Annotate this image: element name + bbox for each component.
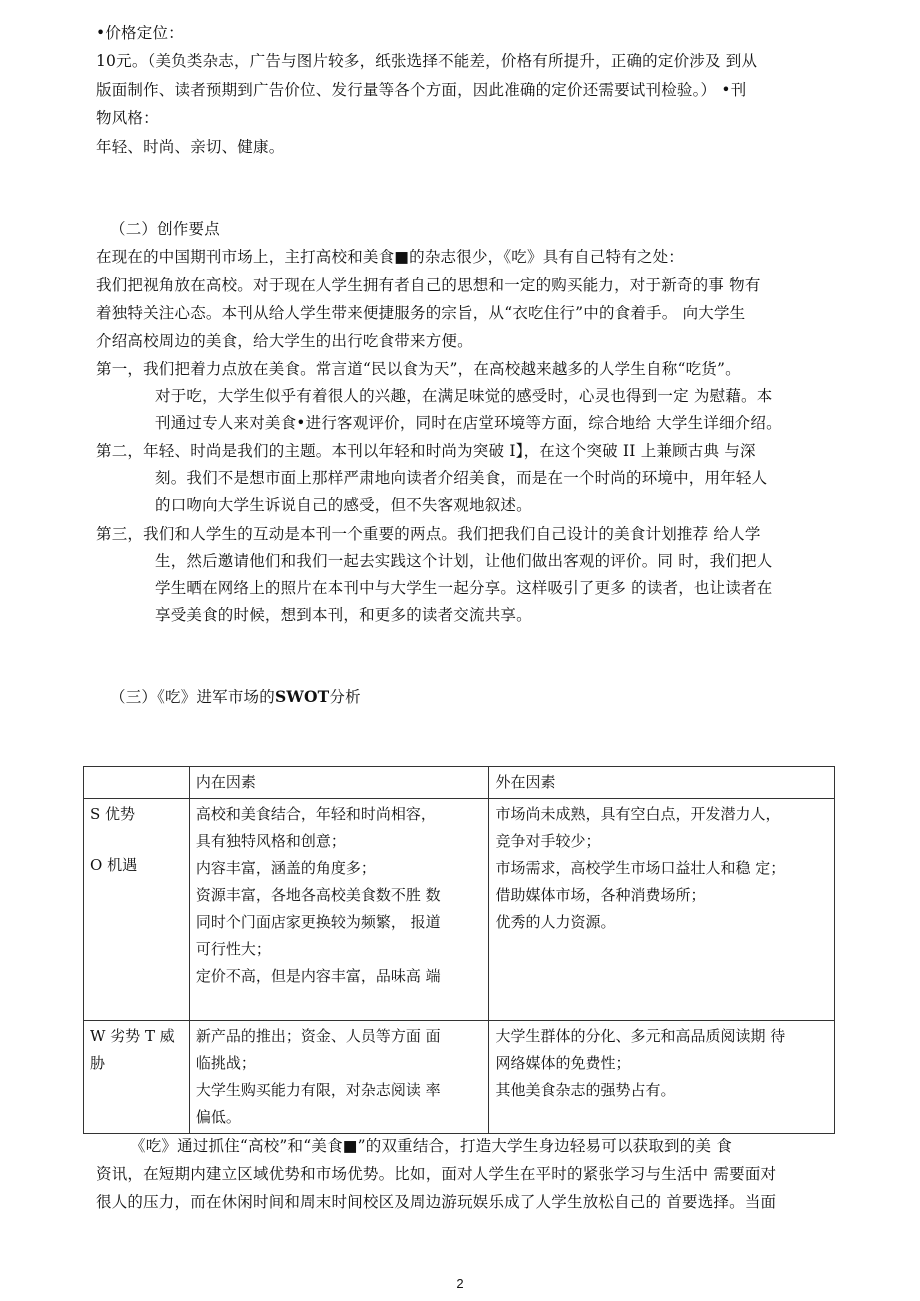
closing-line-3: 很人的压力，而在休闲时间和周末时间校区及周边游玩娱乐成了人学生放松自己的 首要选择。当面 — [96, 1193, 777, 1211]
point-third-line-4: 享受美食的时候，想到本刊，和更多的读者交流共享。 — [155, 606, 532, 624]
cell-line: 市场需求，高校学生市场口益壮人和稳 定； — [495, 859, 786, 877]
swot-row-so-internal — [189, 799, 489, 1021]
section2-heading: （二）创作要点 — [110, 220, 220, 238]
point-second-line-2: 刻。我们不是想市面上那样严肃地向读者介绍美食，而是在一个时尚的环境中，用年轻人 — [155, 469, 768, 487]
cell-line: 高校和美食结合，年轻和时尚相容， — [195, 805, 436, 823]
point-second-line-1: 第二，年轻、时尚是我们的主题。本刊以年轻和时尚为突破 I】，在这个突破 II 上兼顾古典 与深 — [96, 442, 756, 460]
style-heading: 物风格： — [96, 109, 159, 127]
swot-row-wt — [84, 1021, 835, 1134]
cell-line: 可行性大； — [195, 940, 271, 958]
label-weakness-threat-cont: 胁 — [90, 1054, 106, 1072]
cell-line: 偏低。 — [195, 1108, 241, 1126]
point-third-line-2: 生，然后邀请他们和我们一起去实践这个计划，让他们做出客观的评价。同 时，我们把人 — [155, 552, 773, 570]
swot-row-so-label — [84, 799, 190, 1021]
swot-row-so — [84, 799, 835, 1021]
section2-paragraph-1: 在现在的中国期刊市场上，主打高校和美食■的杂志很少，《吃》具有自己特有之处： — [96, 248, 684, 266]
point-second-line-3: 的口吻向大学生诉说自己的感受，但不失客观地叙述。 — [155, 496, 532, 514]
cell-line: 其他美食杂志的强势占有。 — [495, 1081, 676, 1099]
swot-row-so-external — [489, 799, 835, 1021]
swot-row-wt-internal — [189, 1021, 489, 1134]
cell-line: 网络媒体的免费性； — [495, 1054, 631, 1072]
section3-heading — [110, 686, 361, 708]
price-heading: •价格定位： — [96, 24, 184, 42]
cell-line: 大学生群体的分化、多元和高品质阅读期 待 — [495, 1027, 786, 1045]
label-strength: S 优势 — [90, 805, 136, 823]
cell-line: 优秀的人力资源。 — [495, 913, 616, 931]
swot-row-wt-label — [84, 1021, 190, 1134]
closing-line-2: 资讯，在短期内建立区域优势和市场优势。比如，面对人学生在平时的紧张学习与生活中 需要面对 — [96, 1165, 777, 1183]
cell-line: 借助媒体市场，各种消费场所； — [495, 886, 706, 904]
section3-heading-prefix: （三）《吃》进军市场的 — [110, 688, 275, 706]
swot-table — [83, 766, 835, 1134]
style-value: 年轻、时尚、亲切、健康。 — [96, 138, 285, 156]
swot-corner-cell — [84, 767, 190, 799]
point-third-line-1: 第三，我们和人学生的互动是本刊一个重要的两点。我们把我们自己设计的美食计划推荐 给人学 — [96, 525, 761, 543]
closing-line-1: 《吃》通过抓住“高校”和“美食■”的双重结合，打造大学生身边轻易可以获取到的美 食 — [130, 1137, 732, 1155]
swot-header-external: 外在因素 — [489, 767, 835, 799]
swot-header-internal: 内在因素 — [189, 767, 489, 799]
section3-heading-suffix: 分析 — [329, 688, 361, 706]
cell-line: 具有独特风格和创意； — [195, 832, 346, 850]
point-first-line-3: 刊通过专人来对美食•进行客观评价，同时在店堂环境等方面，综合地给 大学生详细介绍。 — [155, 414, 782, 432]
point-first-line-2: 对于吃，大学生似乎有着很人的兴趣，在满足味觉的感受时，心灵也得到一定 为慰藉。本 — [155, 387, 773, 405]
swot-header-row — [84, 767, 835, 799]
price-line-1: 10元。（美负类杂志，广告与图片较多，纸张选择不能差，价格有所提升，正确的定价涉及 到从 — [96, 52, 758, 70]
cell-line: 临挑战； — [195, 1054, 256, 1072]
cell-line: 定价不高，但是内容丰富，品味高 端 — [195, 967, 441, 985]
section2-paragraph-2-line-3: 介绍高校周边的美食，给大学生的出行吃食带来方便。 — [96, 332, 473, 350]
cell-line: 内容丰富，涵盖的角度多； — [195, 859, 376, 877]
cell-line: 同时个门面店家更换较为频繁， 报道 — [195, 913, 441, 931]
price-line-2: 版面制作、读者预期到广告价位、发行量等各个方面，因此准确的定价还需要试刊检验。） •刊 — [96, 81, 747, 99]
label-weakness-threat: W 劣势 T 威 — [90, 1027, 175, 1045]
point-first-line-1: 第一，我们把着力点放在美食。常言道“民以食为天”，在高校越来越多的人学生自称“吃货”。 — [96, 360, 741, 378]
cell-line: 竞争对手较少； — [495, 832, 601, 850]
point-third-line-3: 学生晒在网络上的照片在本刊中与大学生一起分享。这样吸引了更多 的读者，也让读者在 — [155, 579, 773, 597]
section2-paragraph-2-line-2: 着独特关注心态。本刊从给人学生带来便捷服务的宗旨，从“衣吃住行”中的食着手。 向大学生 — [96, 304, 746, 322]
cell-line: 新产品的推出；资金、人员等方面 面 — [195, 1027, 441, 1045]
label-opportunity: O 机遇 — [90, 856, 138, 874]
page-number: 2 — [456, 1276, 464, 1291]
cell-line: 市场尚未成熟，具有空白点，开发潜力人， — [495, 805, 781, 823]
cell-line: 资源丰富，各地各高校美食数不胜 数 — [195, 886, 441, 904]
cell-line: 大学生购买能力有限，对杂志阅读 率 — [195, 1081, 441, 1099]
section2-paragraph-2-line-1: 我们把视角放在高校。对于现在人学生拥有者自己的思想和一定的购买能力，对于新奇的事 物有 — [96, 276, 761, 294]
section3-heading-bold: SWOT — [274, 687, 330, 706]
swot-row-wt-external — [489, 1021, 835, 1134]
